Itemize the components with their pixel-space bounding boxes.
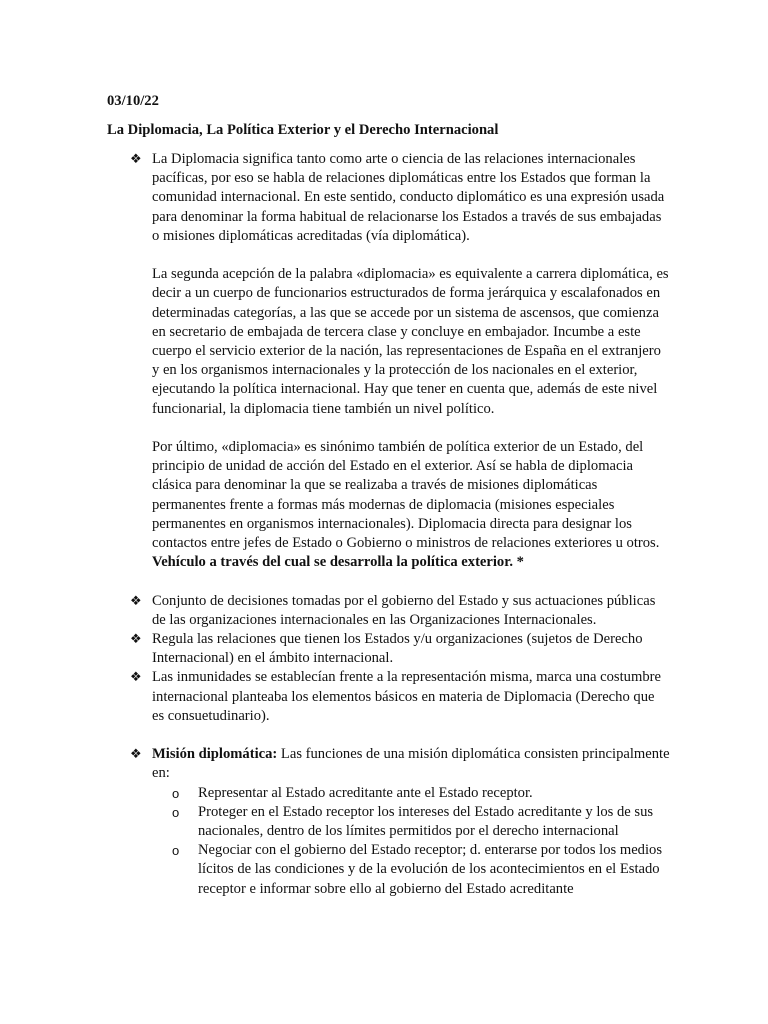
bullet-item-inmunidades: [130, 668, 670, 726]
document-title: La Diplomacia, La Política Exterior y el Derecho Internacional: [107, 122, 499, 138]
mision-sub-list: [152, 784, 670, 899]
mision-label: Misión diplomática:: [152, 746, 278, 763]
paragraph-definicion: La Diplomacia significa tanto como arte o ciencia de las relaciones internacionales pacíficas, por eso se habla de relaciones diplomáticas entre los Estados que forman la comunidad internacional. En este sentido, conducto diplomático es una expresión usada para denominar la forma habitual de relacionarse los Estados a través de sus embajadas o misiones diplomáticas acreditadas (vía diplomática).: [152, 151, 665, 244]
circle-bullet-icon: o: [172, 843, 180, 859]
document-date: 03/10/22: [107, 93, 159, 109]
paragraph-mision-intro: [152, 745, 670, 783]
sub-item-text: Negociar con el gobierno del Estado receptor; d. enterarse por todos los medios lícitos de las condiciones y de la evolución de los acontecimientos en el Estado receptor e informar sobre ello al gobierno del Estado acreditante: [198, 842, 663, 897]
bullet-item-diplomacia: [130, 150, 670, 572]
sub-item-representar: [152, 784, 670, 803]
sub-item-text: Representar al Estado acreditante ante el Estado receptor.: [198, 784, 533, 801]
bullet-item-mision-diplomatica: [130, 745, 670, 899]
paragraph-ultimo: [152, 438, 670, 572]
sub-item-negociar: [152, 841, 670, 899]
paragraph-inmunidades: Las inmunidades se establecían frente a la representación misma, marca una costumbre internacional planteaba los elementos básicos en materia de Diplomacia (Derecho que es consuetudinario).: [152, 669, 661, 724]
diamond-bullet-icon: ❖: [130, 152, 142, 167]
paragraph-derecho-internacional: Regula las relaciones que tienen los Estados y/u organizaciones (sujetos de Derecho Internacional) en el ámbito internacional.: [152, 631, 643, 667]
diamond-bullet-icon: ❖: [130, 632, 142, 648]
mision-intro-text: Las funciones de una misión diplomática consisten principalmente en:: [152, 746, 670, 782]
paragraph-ultimo-bold: Vehículo a través del cual se desarrolla la política exterior. *: [152, 554, 524, 571]
bullet-item-derecho-internacional: [130, 630, 670, 668]
circle-bullet-icon: o: [172, 804, 180, 820]
paragraph-segunda-acepcion: La segunda acepción de la palabra «diplomacia» es equivalente a carrera diplomática, es decir a un cuerpo de funcionarios estructurados de forma jerárquica y escalafonados en determinadas categorías, a las que se accede por un sistema de ascensos, que comienza en secretario de embajada de tercera clase y concluye en embajador. Incumbe a este cuerpo el servicio exterior de la nación, las representaciones de España en el extranjero y en los organismos internacionales y la protección de los nacionales en el exterior, ejecutando la política internacional. Hay que tener en cuenta que, además de este nivel funcionarial, la diplomacia tiene también un nivel político.: [152, 266, 669, 417]
circle-bullet-icon: o: [172, 785, 180, 801]
sub-item-proteger: [152, 803, 670, 841]
sub-item-text: Proteger en el Estado receptor los intereses del Estado acreditante y los de sus nacionales, dentro de los límites permitidos por el derecho internacional: [198, 803, 654, 840]
diamond-bullet-icon: ❖: [130, 593, 142, 609]
bullet-list: [130, 150, 670, 899]
paragraph-politica-exterior: Conjunto de decisiones tomadas por el gobierno del Estado y sus actuaciones públicas de las organizaciones internacionales en las Organizaciones Internacionales.: [152, 592, 656, 628]
paragraph-ultimo-text: Por último, «diplomacia» es sinónimo también de política exterior de un Estado, del principio de unidad de acción del Estado en el exterior. Así se habla de diplomacia clásica para denominar la que se realizaba a través de misiones diplomáticas permanentes frente a formas más modernas de diplomacia (misiones especiales permanentes en organismos internacionales). Diplomacia directa para designar los contactos entre jefes de Estado o Gobierno o ministros de relaciones exteriores u otros.: [152, 439, 660, 552]
diamond-bullet-icon: ❖: [130, 670, 142, 686]
bullet-item-politica-exterior: [130, 592, 670, 630]
diamond-bullet-icon: ❖: [130, 747, 142, 763]
